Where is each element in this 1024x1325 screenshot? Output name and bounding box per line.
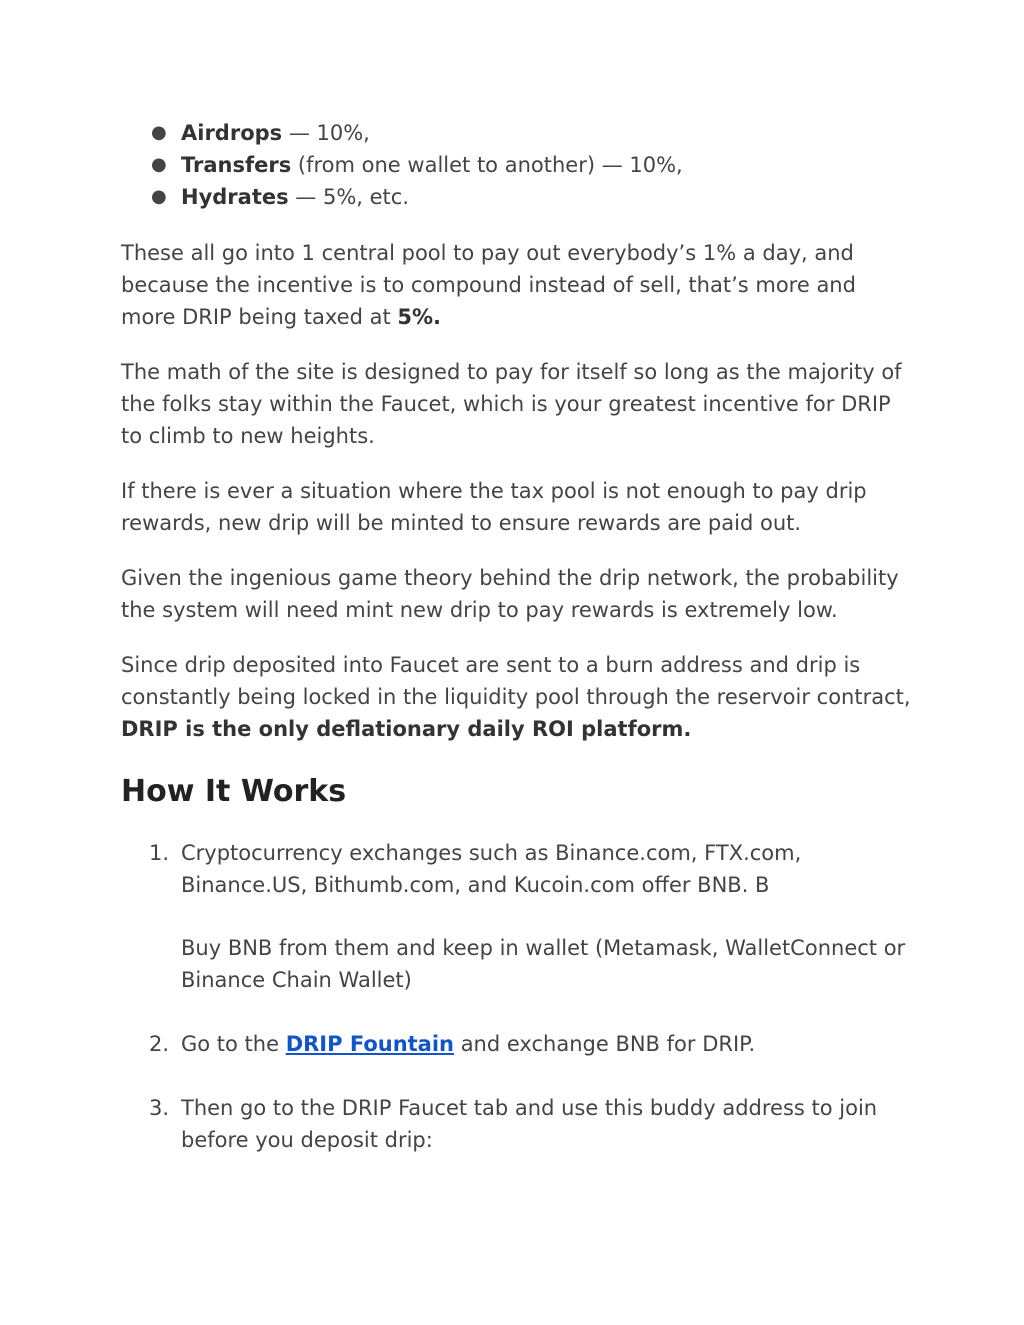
- fee-detail: — 10%,: [282, 121, 370, 145]
- paragraph-math: The math of the site is designed to pay for itself so long as the majority of the folks stay within the Faucet, which is your greatest incentive for DRIP to climb to new heights.: [121, 360, 902, 448]
- paragraph-game-theory: Given the ingenious game theory behind the drip network, the probability the system will need mint new drip to pay rewards is extremely low.: [121, 566, 899, 622]
- paragraph-text: Since drip deposited into Faucet are sent to a burn address and drip is constantly being locked in the liquidity pool through the reservoir contract,: [121, 653, 911, 709]
- paragraph-bold: DRIP is the only deflationary daily ROI platform.: [121, 717, 692, 741]
- step-text: Buy BNB from them and keep in wallet (Metamask, WalletConnect or Binance Chain Wallet): [181, 936, 906, 992]
- drip-fountain-link[interactable]: DRIP Fountain: [285, 1032, 455, 1056]
- fee-detail: (from one wallet to another) — 10%,: [291, 153, 683, 177]
- fee-detail: — 5%, etc.: [288, 185, 410, 209]
- fee-name: Airdrops: [181, 121, 283, 145]
- step-number: 1.: [149, 841, 170, 865]
- list-item: [121, 1028, 911, 1060]
- section-heading: How It Works: [121, 774, 347, 809]
- spacer: [181, 901, 911, 932]
- bullet-icon: ●: [151, 122, 167, 143]
- step-number: 3.: [149, 1096, 170, 1120]
- list-item: [121, 837, 911, 996]
- fee-list: [121, 117, 911, 213]
- paragraph-text: These all go into 1 central pool to pay out everybody’s 1% a day, and because the incentive is to compound instead of sell, that’s more and more DRIP being taxed at: [121, 241, 856, 329]
- step-text: and exchange BNB for DRIP.: [454, 1032, 756, 1056]
- fee-name: Transfers: [181, 153, 292, 177]
- step-text: Go to the: [181, 1032, 286, 1056]
- step-text: Then go to the DRIP Faucet tab and use this buddy address to join before you deposit drip:: [181, 1096, 878, 1152]
- paragraph-bold: 5%.: [397, 305, 441, 329]
- paragraph-deflationary: [121, 649, 911, 745]
- step-number: 2.: [149, 1032, 170, 1056]
- list-item: [121, 117, 911, 149]
- bullet-icon: ●: [151, 186, 167, 207]
- bullet-icon: ●: [151, 154, 167, 175]
- list-item: [121, 1092, 911, 1156]
- steps-list: [121, 837, 911, 1156]
- paragraph-minting: If there is ever a situation where the tax pool is not enough to pay drip rewards, new drip will be minted to ensure rewards are paid out.: [121, 479, 867, 535]
- list-item: [121, 149, 911, 181]
- fee-name: Hydrates: [181, 185, 289, 209]
- list-item: [121, 181, 911, 213]
- document-page: [121, 117, 911, 1188]
- paragraph-tax-pool: [121, 237, 911, 333]
- step-text: Cryptocurrency exchanges such as Binance.com, FTX.com, Binance.US, Bithumb.com, and Kucoin.com offer BNB. B: [181, 841, 802, 897]
